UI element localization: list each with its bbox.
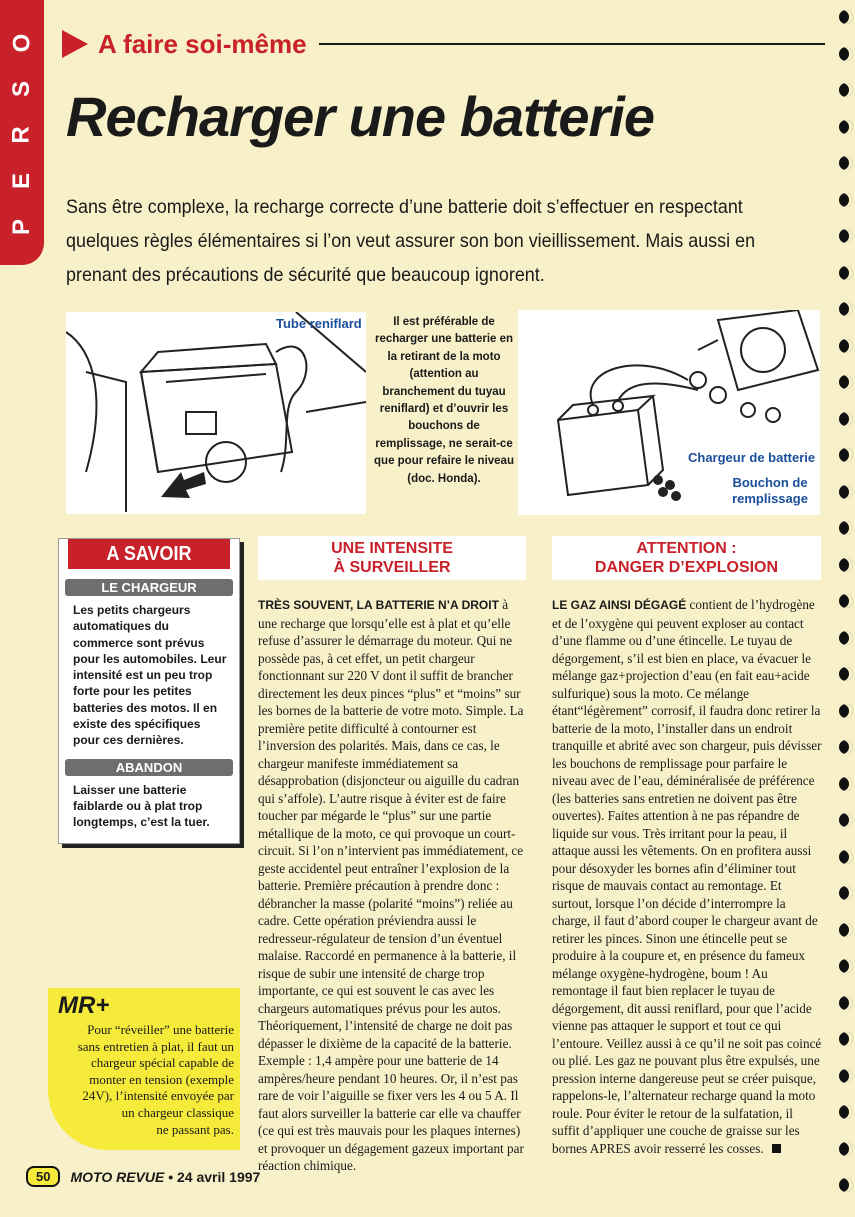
page-number: 50 <box>26 1166 60 1187</box>
intro-paragraph: Sans être complexe, la recharge correcte d’une batterie doit s’effectuer en respectant quelques règles élémentaires si l’on veut assurer son bon vieillissement. Mais aussi en prenant des précautions de sécurité que beaucoup ignorent. <box>66 196 756 286</box>
spiral-ring <box>839 302 853 316</box>
spiral-ring <box>839 521 853 535</box>
rubric-tab <box>0 0 44 265</box>
magazine-credit <box>70 1169 260 1185</box>
article-column-1 <box>258 596 526 1175</box>
savoir-text-chargeur: Les petits chargeurs automatiques du commerce sont prévus pour les automobiles. Leur intensité est un peu trop forte pour les petites batteries des motos. Il en existe des spécifiques pour ces dernières. <box>73 603 227 748</box>
column-body-text: à une recharge que lorsqu’elle est à plat et qu’elle refuse d’assurer le démarrage du moteur. Qui ne possède pas, à cet effet, un petit chargeur fonctionnant sur 220 V dont il suffit de brancher directement les deux pinces “plus” et “moins” sur les bornes de la batterie de votre moto. Simple. La première petite difficulté à contourner est l’inversion des polarités. Mais, dans ce cas, le chargeur manifeste immédiatement sa désapprobation (disjoncteur ou aiguille du cadran qui s’affole). L’autre risque à éviter est de faire toucher par mégarde le “plus” sur une partie métallique de la moto, ce qui provoque un court-circuit. Si l’on n’intervient pas immédiatement, ce geste accidentel peut entraîner l’explosion de la batterie. Première précaution à prendre donc : débrancher la masse (polarité “moins”) reliée au cadre. Cette opération préviendra aussi le redresseur-régulateur de tension d’un éventuel malaise. Raccordé en permanence à la batterie, il risque de subir une intensité de charge trop importante, ce qui est souvent le cas avec les chargeurs automatiques prévus pour les autos. Théoriquement, l’intensité de charge ne doit pas dépasser le dixième de la capacité de la batterie. Exemple : 1,4 ampère pour une batterie de 14 ampères/heure pendant 10 heures. Or, il n’est pas rare de voir l’aiguille se fixer vers les 4 ou 5 A. Il faut alors surveiller la batterie car elle va chauffer (ce qui est très mauvais pour les plaques internes) et provoquer un dégagement gazeux important par réaction chimique. <box>258 597 524 1173</box>
column-heading-line: ATTENTION : <box>636 540 737 557</box>
spiral-ring <box>839 777 853 791</box>
spiral-ring <box>839 448 853 462</box>
spiral-ring <box>839 996 853 1010</box>
mr-plus-line: ne passant pas. <box>156 1121 234 1137</box>
article-column-2 <box>552 596 822 1157</box>
column-heading-intensite <box>258 536 526 580</box>
column-lead-in: LE GAZ AINSI DÉGAGÉ <box>552 598 687 612</box>
spiral-ring <box>839 1178 853 1192</box>
spiral-ring <box>839 1069 853 1083</box>
mr-plus-line: un chargeur classique <box>121 1104 234 1120</box>
spiral-ring <box>839 959 853 973</box>
triangle-arrow-icon <box>62 30 88 58</box>
column-heading-danger <box>552 536 821 580</box>
rubric-letter: P <box>7 218 35 236</box>
page-footer <box>26 1166 260 1187</box>
spiral-ring <box>839 83 853 97</box>
mr-plus-line: 24V), l’intensité envoyée par <box>82 1088 234 1104</box>
column-body-text: contient de l’hydrogène et de l’oxygène qui peuvent exploser au contact d’une flamme ou d’une étincelle. Le tuyau de dégorgement, s’il est bien en place, va évacuer le mélange gaz+projection d’eau (en fait eau+acide sulfurique) sous la moto. Ce mélange étant“légèrement” corrosif, il faudra donc retirer la batterie de la moto, l’installer dans un endroit tranquille et abrité avec son chargeur, puis dévisser les bouchons de remplissage pour parfaire le niveau avec de l’eau, déminéralisée de préférence (les batteries sans entretien ne doivent pas être ouvertes). Faites attention à ne pas répandre de liquide sur vous. Très irritant pour la peau, il attaque aussi les vêtements. On en profitera aussi pour désoxyder les bornes afin d’éliminer tout risque de mauvais contact au remontage. Et surtout, lorsque l’on décide d’interrompre la charge, il faut d’abord couper le chargeur avant de retirer les pinces. Sinon une étincelle peut se produire à la coupure et, en présence du fameux mélange oxygène-hydrogène, boum ! Au remontage il faut bien replacer le tuyau de dégorgement, dit aussi reniflard, pour que l’acide vienne pas attaquer le support et tout ce qui l’entoure. Veillez aussi à ce qu’il ne soit pas coincé ou plié. Les gaz ne pouvant plus être expulsés, une pression interne dangereuse peut se créer puisque, rappelons-le, l’alternateur recharge quand la moto roule. Pour éviter le retour de la sulfatation, il suffit d’appliquer une couche de graisse sur les bornes APRES avoir resserré les cosses. <box>552 597 822 1156</box>
column-heading-line: DANGER D’EXPLOSION <box>594 559 779 576</box>
mr-plus-text <box>58 1022 234 1138</box>
rubric-letter: O <box>7 33 35 53</box>
spiral-ring <box>839 740 853 754</box>
column-lead-in: TRÈS SOUVENT, LA BATTERIE N’A DROIT <box>258 598 499 612</box>
spiral-ring <box>839 1032 853 1046</box>
column-heading-line: UNE INTENSITE <box>331 540 453 557</box>
spiral-ring <box>839 193 853 207</box>
mr-plus-line: Pour “réveiller” une batterie <box>87 1022 234 1037</box>
kicker <box>62 24 825 64</box>
label-bouchon <box>730 475 810 507</box>
spiral-ring <box>839 667 853 681</box>
savoir-text-abandon: Laisser une batterie faiblarde ou à plat trop longtemps, c’est la tuer. <box>73 782 210 830</box>
rubric-letter: R <box>8 126 35 144</box>
column-heading-line: À SURVEILLER <box>333 559 451 576</box>
kicker-text: A faire soi-même <box>98 28 307 59</box>
issue-date: • 24 avril 1997 <box>168 1168 261 1185</box>
magazine-name: MOTO REVUE <box>70 1168 165 1185</box>
figure-caption: Il est préférable de recharger une batterie en la retirant de la moto (attention au branchement du tuyau reniflard) et d’ouvrir les bouchons de remplissage, ne serait-ce que pour refaire le niveau (doc. Honda). <box>374 316 514 485</box>
mr-plus-line: sans entretien à plat, il faut un <box>77 1038 234 1054</box>
spiral-ring <box>839 10 853 24</box>
spiral-ring <box>839 558 853 572</box>
spiral-ring <box>839 594 853 608</box>
spiral-ring <box>839 229 853 243</box>
spiral-ring <box>839 47 853 61</box>
spiral-ring <box>839 120 853 134</box>
spiral-ring <box>839 813 853 827</box>
spiral-ring <box>839 375 853 389</box>
spiral-ring <box>839 339 853 353</box>
spiral-ring <box>839 156 853 170</box>
label-bouchon-text: Bouchon de remplissage <box>732 475 808 506</box>
spiral-binding <box>833 0 855 1217</box>
spiral-ring <box>839 923 853 937</box>
mr-plus-line: monter en tension (exemple <box>89 1071 234 1087</box>
spiral-ring <box>839 266 853 280</box>
spiral-ring <box>839 412 853 426</box>
label-tube-reniflard: Tube reniflard <box>276 316 362 331</box>
spiral-ring <box>839 631 853 645</box>
mr-plus-box <box>48 988 240 1150</box>
mr-plus-line: chargeur spécial capable de <box>90 1055 234 1071</box>
savoir-subheading-abandon: ABANDON <box>65 759 233 776</box>
spiral-ring <box>839 704 853 718</box>
savoir-subheading-chargeur: LE CHARGEUR <box>65 579 233 596</box>
rubric-letter: E <box>7 172 35 190</box>
kicker-rule <box>319 43 825 45</box>
a-savoir-heading: A SAVOIR <box>68 539 230 569</box>
battery-in-bike-illustration <box>66 312 366 514</box>
a-savoir-box <box>58 538 240 844</box>
rubric-letter: S <box>7 80 35 98</box>
mr-plus-logo: MR+ <box>58 992 110 1019</box>
spiral-ring <box>839 1142 853 1156</box>
label-chargeur: Chargeur de batterie <box>688 450 816 465</box>
end-of-article-mark <box>772 1144 781 1153</box>
spiral-ring <box>839 1105 853 1119</box>
spiral-ring <box>839 485 853 499</box>
spiral-ring <box>839 850 853 864</box>
spiral-ring <box>839 886 853 900</box>
page-title: Recharger une batterie <box>66 85 654 148</box>
